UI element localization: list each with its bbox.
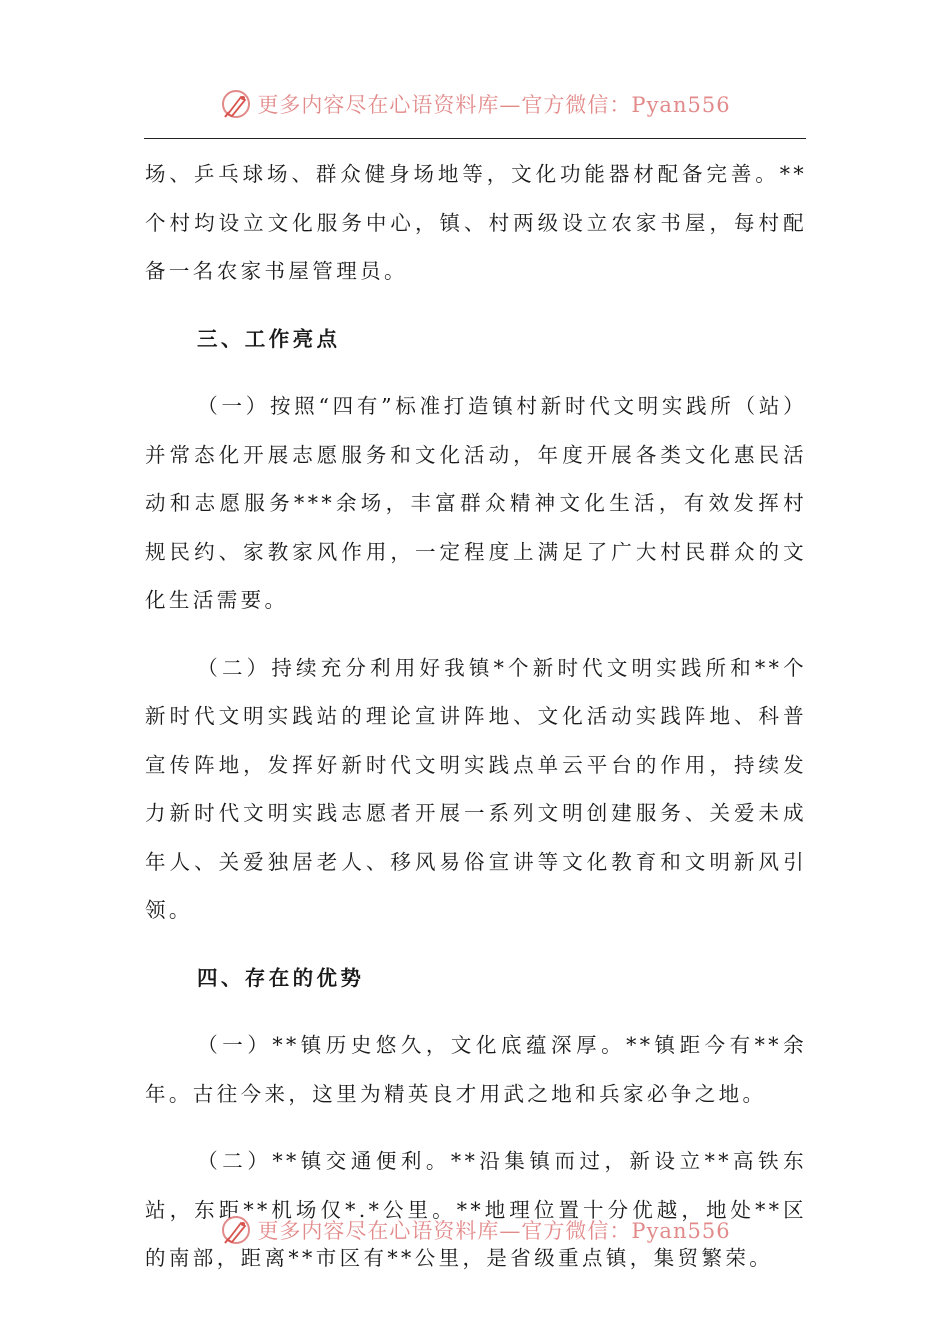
paragraph-highlight-1: （一）按照“四有”标准打造镇村新时代文明实践所（站）并常态化开展志愿服务和文化活动，年度开展各类文化惠民活动和志愿服务***余场，丰富群众精神文化生活，有效发挥村规民约、家教家风作用，一定程度上满足了广大村民群众的文化生活需要。 bbox=[145, 394, 807, 612]
pen-nib-logo-icon bbox=[219, 1213, 253, 1247]
header-rule bbox=[144, 138, 806, 139]
pen-nib-logo-icon bbox=[219, 87, 253, 121]
document-body bbox=[145, 150, 807, 1283]
paragraph-advantage-1: （一）**镇历史悠久，文化底蕴深厚。**镇距今有**余年。古往今来，这里为精英良才用武之地和兵家必争之地。 bbox=[145, 1033, 807, 1106]
watermark-text: 更多内容尽在心语资料库—官方微信：Pyan556 bbox=[257, 93, 731, 117]
paragraph-highlight-2: （二）持续充分利用好我镇*个新时代文明实践所和**个新时代文明实践站的理论宣讲阵地、文化活动实践阵地、科普宣传阵地，发挥好新时代文明实践点单云平台的作用，持续发力新时代文明实践志愿者开展一系列文明创建服务、关爱未成年人、关爱独居老人、移风易俗宣讲等文化教育和文明新风引领。 bbox=[145, 655, 807, 922]
section-heading-highlights: 三、工作亮点 bbox=[197, 326, 341, 351]
paragraph-advantage-2: （二）**镇交通便利。**沿集镇而过，新设立**高铁东站，东距**机场仅*.*公里。**地理位置十分优越，地处**区的南部，距离**市区有**公里，是省级重点镇，集贸繁荣。 bbox=[145, 1149, 807, 1270]
watermark-header bbox=[0, 84, 950, 124]
section-heading-advantages: 四、存在的优势 bbox=[197, 965, 365, 990]
watermark-footer bbox=[0, 1210, 950, 1250]
paragraph-continued: 场、乒乓球场、群众健身场地等，文化功能器材配备完善。**个村均设立文化服务中心，镇、村两级设立农家书屋，每村配备一名农家书屋管理员。 bbox=[145, 162, 807, 283]
watermark-text: 更多内容尽在心语资料库—官方微信：Pyan556 bbox=[257, 1219, 731, 1243]
